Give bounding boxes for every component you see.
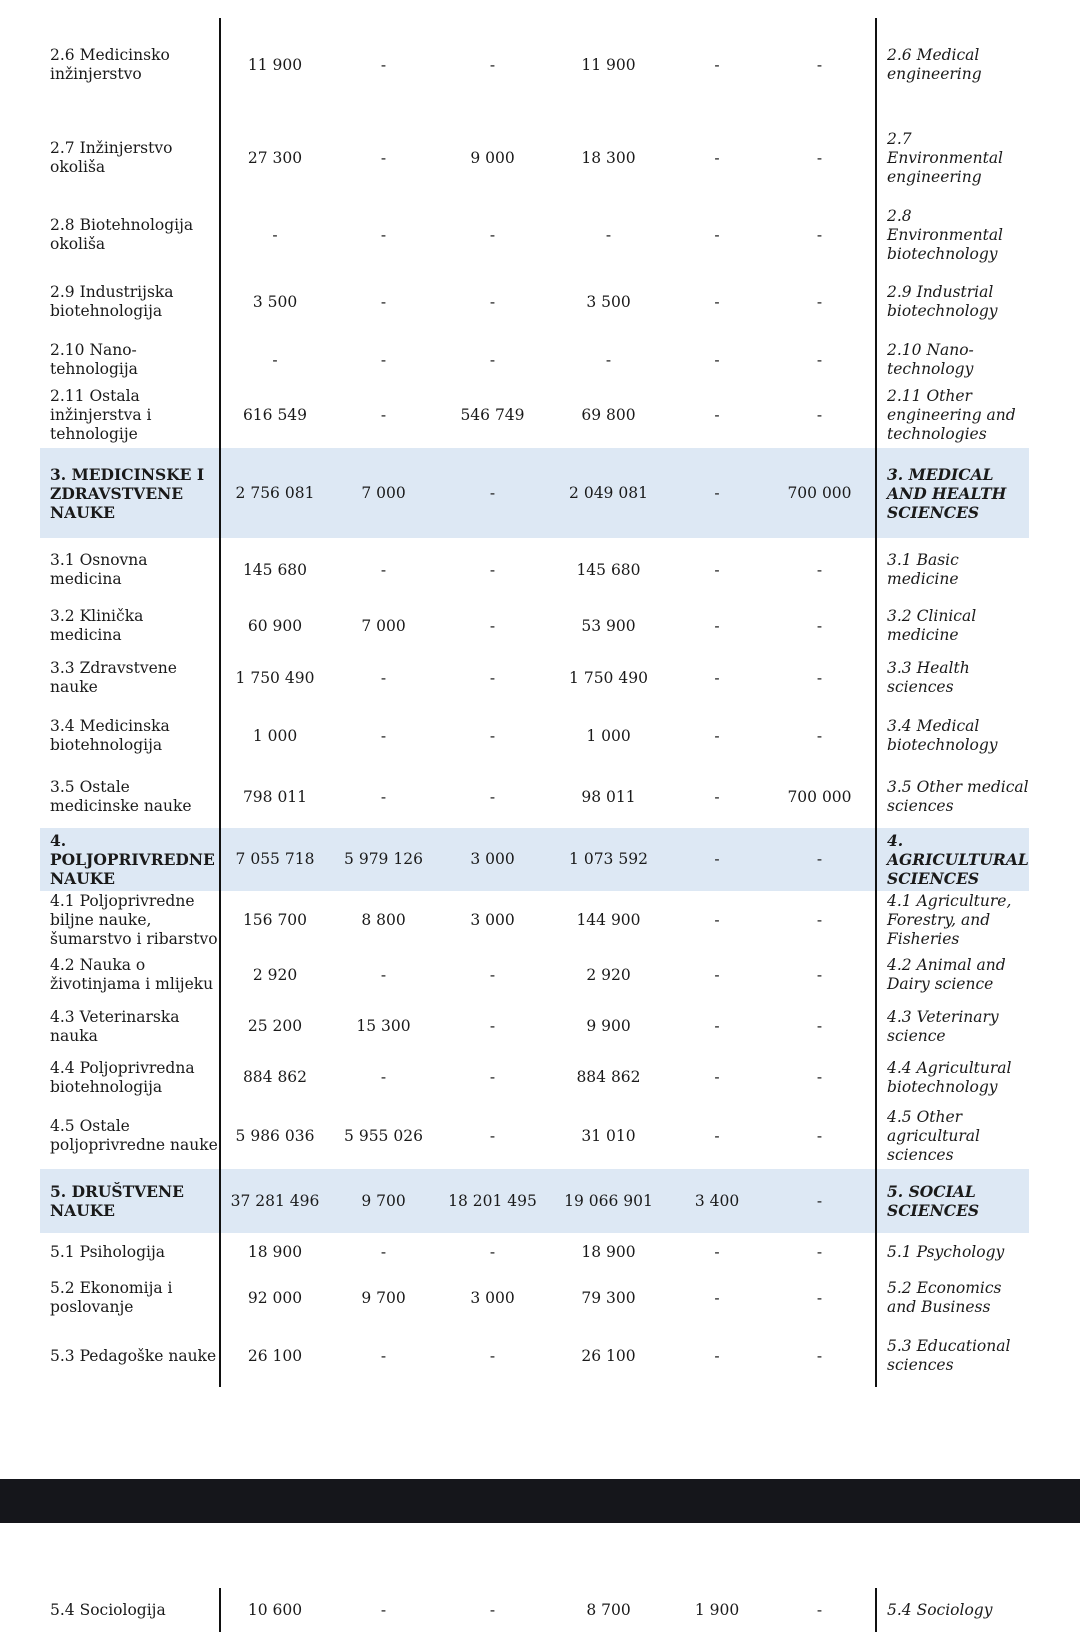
table-row — [40, 1233, 1029, 1271]
category-label: 5. DRUŠTVENE NAUKE — [40, 1169, 220, 1233]
total-value: 10 600 — [247, 1600, 303, 1619]
category-label-en: 2.6 Medical engineering — [887, 46, 982, 83]
category-label: 4.1 Poljoprivredne biljne nauke, šumarstvo i ribarstvo — [40, 891, 220, 949]
value-col-3: - — [489, 1017, 496, 1035]
value-col-5: - — [714, 910, 720, 929]
value-col-5: - — [670, 448, 764, 538]
value-col-5: - — [714, 726, 720, 745]
value-col-5: - — [714, 787, 720, 806]
value-col-2: 7 000 — [329, 448, 438, 538]
total-value: 26 100 — [247, 1346, 303, 1365]
value-col-2: - — [380, 350, 387, 369]
value-col-2: - — [380, 148, 387, 167]
table-row — [40, 538, 1029, 602]
value-col-4: 884 862 — [576, 1068, 641, 1086]
page-break-band — [0, 1479, 1080, 1523]
value-col-4: 69 800 — [581, 405, 636, 424]
category-label: 2.9 Industrijska biotehnologija — [40, 266, 220, 338]
total-value: 156 700 — [242, 910, 308, 929]
value-col-6: - — [764, 1271, 876, 1325]
value-col-3: - — [489, 616, 496, 635]
value-col-3: 3 000 — [470, 1288, 515, 1307]
category-label-en: 4.3 Veterinary science — [887, 1007, 999, 1045]
value-col-4: 26 100 — [581, 1346, 636, 1365]
value-col-3: 3 000 — [470, 910, 515, 929]
value-col-4: 2 920 — [586, 965, 631, 984]
category-label: 2.10 Nano-tehnologija — [40, 338, 220, 382]
value-col-2: 15 300 — [356, 1017, 411, 1035]
value-col-2: - — [380, 560, 387, 579]
total-value: 2 920 — [252, 965, 298, 984]
category-label-en: 5.2 Economics and Business — [887, 1279, 1002, 1316]
value-col-5: - — [714, 55, 720, 74]
table-row — [40, 112, 1029, 204]
value-col-4: 1 750 490 — [569, 668, 648, 687]
table-row — [40, 338, 1029, 382]
table-row — [40, 650, 1029, 706]
total-value: 3 500 — [252, 292, 298, 311]
total-value: - — [272, 350, 278, 369]
value-col-4: 18 900 — [581, 1242, 636, 1261]
value-col-3: - — [489, 350, 496, 369]
value-col-2: - — [380, 1346, 387, 1365]
value-col-3: - — [489, 787, 496, 806]
category-label-en: 3. MEDICAL AND HEALTH SCIENCES — [876, 448, 1029, 538]
table-row — [40, 266, 1029, 338]
value-col-6: 700 000 — [764, 766, 876, 828]
value-col-2: 9 700 — [329, 1169, 438, 1233]
value-col-5: - — [714, 350, 720, 369]
rd-expenditure-table — [40, 18, 1029, 1387]
value-col-6: - — [764, 266, 876, 338]
category-label-en: 5. SOCIAL SCIENCES — [876, 1169, 1029, 1233]
value-col-2: 5 955 026 — [344, 1126, 423, 1145]
value-col-3: 9 000 — [470, 148, 515, 167]
total-value: 60 900 — [247, 616, 303, 635]
value-col-6: - — [764, 1103, 876, 1169]
category-label: 4.2 Nauka o životinjama i mlijeku — [40, 949, 220, 1001]
value-col-5: - — [714, 1017, 720, 1035]
value-col-2: - — [380, 55, 387, 74]
category-label: 5.2 Ekonomija i poslovanje — [40, 1271, 220, 1325]
value-col-5: 1 900 — [694, 1600, 740, 1619]
category-label-en: 2.7 Environmental engineering — [887, 129, 1004, 186]
table-row — [40, 602, 1029, 650]
table-row — [40, 766, 1029, 828]
category-label: 3. MEDICINSKE I ZDRAVSTVENE NAUKE — [40, 448, 220, 538]
value-col-6: - — [764, 602, 876, 650]
total-value: 884 862 — [242, 1068, 308, 1086]
value-col-2: 5 979 126 — [329, 828, 438, 891]
total-value: 37 281 496 — [220, 1169, 329, 1233]
table-row — [40, 1052, 1029, 1103]
category-label-en: 4.2 Animal and Dairy science — [887, 956, 1006, 993]
value-col-2: 8 800 — [361, 910, 406, 929]
value-col-3: 18 201 495 — [438, 1169, 547, 1233]
total-value: 5 986 036 — [235, 1126, 315, 1145]
category-label: 4.5 Ostale poljoprivredne nauke — [40, 1103, 220, 1169]
value-col-2: - — [380, 965, 387, 984]
value-col-5: - — [714, 965, 720, 984]
category-label: 3.3 Zdravstvene nauke — [40, 650, 220, 706]
total-value: 616 549 — [242, 405, 308, 424]
value-col-3: - — [438, 448, 547, 538]
total-value: 1 750 490 — [235, 668, 315, 687]
total-value: 798 011 — [242, 787, 308, 806]
value-col-4: 9 900 — [586, 1017, 631, 1035]
category-label-en: 3.5 Other medical sciences — [887, 778, 1029, 815]
value-col-5: 3 400 — [670, 1169, 764, 1233]
value-col-2: 9 700 — [361, 1288, 406, 1307]
category-label: 4.3 Veterinarska nauka — [40, 1001, 220, 1052]
value-col-4: 8 700 — [586, 1600, 631, 1619]
value-col-4: - — [605, 350, 612, 369]
category-label-en: 3.2 Clinical medicine — [887, 607, 977, 644]
value-col-5: - — [714, 292, 720, 311]
value-col-6: - — [764, 949, 876, 1001]
category-label: 2.8 Biotehnologija okoliša — [40, 204, 220, 266]
category-label: 3.1 Osnovna medicina — [40, 538, 220, 602]
value-col-6: - — [764, 112, 876, 204]
value-col-5: - — [714, 560, 720, 579]
table-section-row — [40, 1169, 1029, 1233]
value-col-3: - — [489, 965, 496, 984]
value-col-4: 2 049 081 — [547, 448, 670, 538]
value-col-3: - — [489, 1242, 496, 1261]
total-value: 145 680 — [242, 560, 308, 579]
value-col-4: 11 900 — [581, 55, 636, 74]
value-col-5: - — [714, 616, 720, 635]
value-col-4: 1 073 592 — [547, 828, 670, 891]
total-value: 25 200 — [247, 1017, 303, 1035]
value-col-5: - — [714, 668, 720, 687]
table-row — [40, 1271, 1029, 1325]
table-row — [40, 18, 1029, 112]
value-col-5: - — [714, 148, 720, 167]
total-value: 7 055 718 — [220, 828, 329, 891]
table-row — [40, 706, 1029, 766]
table-row — [40, 1001, 1029, 1052]
value-col-4: 144 900 — [576, 910, 641, 929]
category-label: 5.4 Sociologija — [40, 1588, 220, 1632]
value-col-5: - — [714, 1346, 720, 1365]
category-label-en: 4.1 Agriculture, Forestry, and Fisheries — [887, 891, 1012, 948]
category-label: 3.4 Medicinska biotehnologija — [40, 706, 220, 766]
total-value: 2 756 081 — [220, 448, 329, 538]
value-col-2: 7 000 — [361, 616, 406, 635]
category-label-en: 4. AGRICULTURAL SCIENCES — [876, 828, 1029, 891]
value-col-6: 700 000 — [764, 448, 876, 538]
category-label: 5.3 Pedagoške nauke — [40, 1325, 220, 1387]
table-row — [40, 1325, 1029, 1387]
table-row — [40, 382, 1029, 448]
value-col-4: 3 500 — [586, 292, 631, 311]
category-label-en: 2.9 Industrial biotechnology — [887, 283, 998, 320]
value-col-5: - — [714, 1288, 720, 1307]
table-section-row — [40, 448, 1029, 538]
value-col-5: - — [714, 225, 720, 244]
category-label-en: 3.1 Basic medicine — [887, 551, 959, 588]
category-label: 3.2 Klinička medicina — [40, 602, 220, 650]
value-col-4: 18 300 — [581, 148, 636, 167]
category-label-en: 2.10 Nano-technology — [887, 341, 974, 378]
category-label: 4.4 Poljoprivredna biotehnologija — [40, 1052, 220, 1103]
category-label-en: 3.3 Health sciences — [887, 659, 970, 696]
category-label-en: 4.5 Other agricultural sciences — [887, 1107, 980, 1164]
table-row — [40, 949, 1029, 1001]
category-label: 2.11 Ostala inžinjerstva i tehnologije — [40, 382, 220, 448]
value-col-6: - — [764, 1001, 876, 1052]
category-label: 5.1 Psihologija — [40, 1233, 220, 1271]
value-col-2: - — [380, 1068, 387, 1086]
value-col-6: - — [764, 1325, 876, 1387]
value-col-6: - — [764, 1233, 876, 1271]
category-label-en: 2.8 Environmental biotechnology — [887, 206, 1004, 263]
value-col-4: 31 010 — [581, 1126, 636, 1145]
value-col-4: 98 011 — [581, 787, 636, 806]
value-col-6: - — [764, 828, 876, 891]
category-label-en: 2.11 Other engineering and technologies — [887, 386, 1016, 443]
value-col-5: - — [670, 828, 764, 891]
value-col-2: - — [380, 1242, 387, 1261]
value-col-3: - — [489, 1126, 496, 1145]
value-col-3: 3 000 — [438, 828, 547, 891]
total-value: 1 000 — [252, 726, 298, 745]
total-value: 92 000 — [247, 1288, 303, 1307]
value-col-2: - — [380, 292, 387, 311]
category-label: 2.7 Inžinjerstvo okoliša — [40, 112, 220, 204]
value-col-3: 546 749 — [460, 405, 525, 424]
value-col-6: - — [764, 1588, 876, 1632]
table-row — [40, 891, 1029, 949]
value-col-5: - — [714, 405, 720, 424]
category-label: 4. POLJOPRIVREDNE NAUKE — [40, 828, 220, 891]
value-col-3: - — [489, 292, 496, 311]
category-label-en: 5.3 Educational sciences — [887, 1337, 1011, 1374]
value-col-4: 1 000 — [586, 726, 631, 745]
value-col-4: 79 300 — [581, 1288, 636, 1307]
category-label: 3.5 Ostale medicinske nauke — [40, 766, 220, 828]
value-col-3: - — [489, 225, 496, 244]
category-label-en: 3.4 Medical biotechnology — [887, 717, 998, 754]
value-col-4: - — [605, 225, 612, 244]
total-value: 27 300 — [247, 148, 303, 167]
value-col-6: - — [764, 650, 876, 706]
value-col-3: - — [489, 560, 496, 579]
rd-expenditure-table-continued — [40, 1588, 1016, 1632]
value-col-2: - — [380, 787, 387, 806]
value-col-3: - — [489, 1600, 496, 1619]
value-col-5: - — [714, 1242, 720, 1261]
total-value: - — [272, 225, 278, 244]
table-row — [40, 1588, 1016, 1632]
value-col-6: - — [764, 891, 876, 949]
value-col-3: - — [489, 55, 496, 74]
value-col-6: - — [764, 1169, 876, 1233]
value-col-3: - — [489, 1068, 496, 1086]
value-col-4: 19 066 901 — [547, 1169, 670, 1233]
table-section-row — [40, 828, 1029, 891]
value-col-6: - — [764, 18, 876, 112]
category-label-en: 5.4 Sociology — [887, 1600, 993, 1619]
total-value: 11 900 — [247, 55, 303, 74]
value-col-5: - — [714, 1126, 720, 1145]
value-col-3: - — [489, 668, 496, 687]
value-col-5: - — [714, 1068, 720, 1086]
value-col-6: - — [764, 204, 876, 266]
value-col-4: 53 900 — [581, 616, 636, 635]
value-col-6: - — [764, 706, 876, 766]
value-col-6: - — [764, 538, 876, 602]
value-col-3: - — [489, 726, 496, 745]
value-col-6: - — [764, 382, 876, 448]
category-label-en: 5.1 Psychology — [887, 1242, 1005, 1261]
value-col-2: - — [380, 726, 387, 745]
table-row — [40, 204, 1029, 266]
value-col-2: - — [380, 225, 387, 244]
value-col-6: - — [764, 338, 876, 382]
category-label-en: 4.4 Agricultural biotechnology — [887, 1058, 1012, 1096]
value-col-3: - — [489, 1346, 496, 1365]
table-row — [40, 1103, 1029, 1169]
value-col-2: - — [380, 668, 387, 687]
total-value: 18 900 — [247, 1242, 303, 1261]
value-col-6: - — [764, 1052, 876, 1103]
category-label: 2.6 Medicinsko inžinjerstvo — [40, 18, 220, 112]
value-col-2: - — [380, 1600, 387, 1619]
value-col-2: - — [380, 405, 387, 424]
value-col-4: 145 680 — [576, 560, 641, 579]
